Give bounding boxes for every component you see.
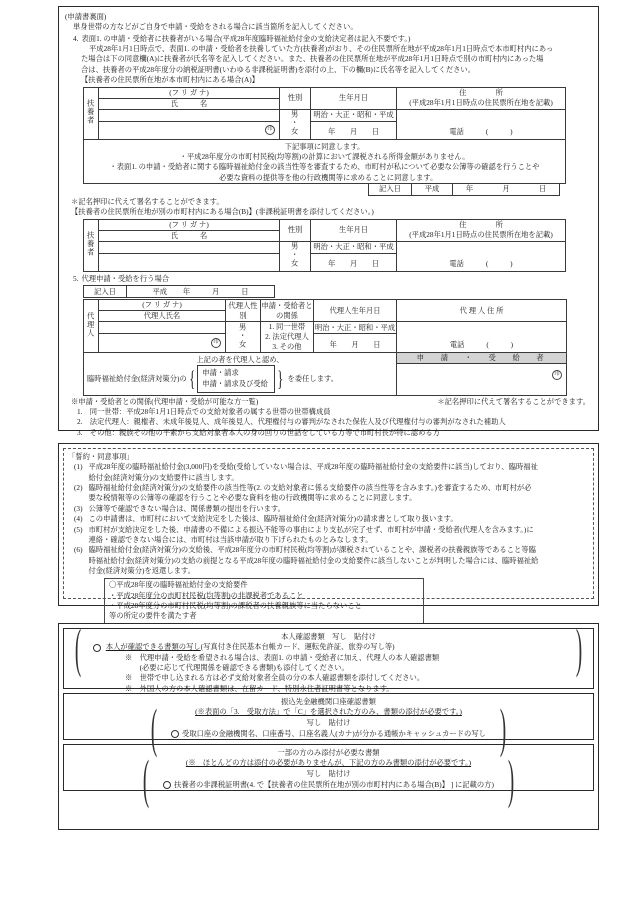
pledge-item-6-line-1: 臨時福祉給付金(経済対策分)の支給後、平成28年度分の市町村民税(均等割)が課税されていることや、課税者の扶養親族等であること等臨	[88, 545, 536, 555]
consent-row	[84, 139, 566, 183]
proxy-table	[83, 299, 567, 395]
relation-note-2: 2. 法定代理人：親権者、未成年後見人、成年後見人、代理権付与の審判がなされた保佐人及び代理権付与の審判がなされた補助人	[77, 417, 506, 427]
partial-documents-box	[63, 744, 594, 810]
col-address-note-b: (平成28年1月1日時点の住民票所在地を記載)	[409, 230, 553, 240]
pledge-item-5-line-1: 市町村が支給決定をした後、申請書の不備による振込不能等の事由により支払が完了せず、市町村が申請・受給者(代理人を含みます。)に	[88, 524, 534, 534]
relation-note-3: 3. その他：親族その他の平素から支給対象者本人の身の回りの世話をしている方等で市町村長が特に認める方	[77, 427, 441, 437]
pledge-requirement-box	[104, 578, 424, 624]
pledge-item-5	[74, 525, 589, 546]
relation-option-1[interactable]: 1. 同一世帯	[268, 322, 306, 332]
col-birth-proxy: 代理人生年月日	[314, 300, 397, 322]
delegation-choice-1[interactable]: 申請・請求	[202, 367, 239, 377]
col-relation-proxy: 申請・受給者との関係	[261, 301, 313, 320]
tel-label-proxy: 電話 ( )	[449, 339, 514, 349]
pledge-box-line-3: ・平成28年度分の市町村民税(均等割)の課税者の扶養親族等に当たらないこと	[109, 601, 362, 611]
input-birthdate-a[interactable]: 年 月 日	[311, 121, 397, 139]
input-address-b[interactable]	[397, 241, 566, 271]
input-name-a[interactable]	[99, 121, 280, 139]
bank-paste-label: 写し 貼付け	[306, 717, 351, 727]
input-birthdate-proxy[interactable]: 年 月 日	[314, 334, 397, 352]
table-header-row-b	[84, 219, 566, 230]
bracket-right-icon: )	[575, 618, 583, 679]
section4-heading	[73, 34, 592, 44]
delegation-row	[84, 352, 567, 395]
pledge-item-1-line-1: 平成28年度の臨時福祉給付金(3,000円)を受給(受給していない場合は、平成28年度の臨時福祉給付金の支給要件に該当)しており、臨時福祉	[88, 462, 538, 472]
input-name-proxy[interactable]	[99, 334, 226, 352]
pledge-item-5-num: (5)	[74, 524, 83, 534]
dependent-table-case-a	[83, 87, 566, 184]
row-label-dependent	[84, 87, 99, 139]
pledge-item-5-line-2: 連絡・確認できない場合には、市町村は当該申請が取り下げられたものとみなします。	[88, 534, 373, 544]
col-address-note: (平成28年1月1日時点の住民票所在地を記載)	[409, 98, 553, 108]
row-label-dependent-b-text: 扶養者	[86, 231, 96, 257]
consent-intro: 下記事項に同意します。	[284, 141, 365, 151]
delegation-choice-2[interactable]: 申請・請求及び受給	[202, 379, 268, 389]
row-label-dependent-b	[84, 219, 99, 271]
input-sex-proxy[interactable]	[226, 322, 261, 353]
col-address-label-b: 住 所	[459, 220, 503, 230]
col-address-proxy: 代 理 人 住 所	[397, 300, 567, 322]
section5-number: 5.	[73, 273, 79, 283]
pledge-title: 「誓約・同意事項」	[68, 452, 134, 461]
col-birth-b: 生年月日	[311, 219, 397, 241]
tel-label-b: 電話 ( )	[449, 258, 513, 268]
proxy-date-row	[84, 286, 275, 298]
pledge-item-4-num: (4)	[74, 514, 83, 524]
col-furigana-proxy: (フ リ ガ ナ)	[99, 300, 226, 311]
identity-main-item: 本人が確認できる書類の写し	[105, 642, 201, 652]
consent-item-3: 必要な資料の提供等を他の行政機関等に求めることに同意します。	[211, 172, 438, 182]
seal-icon-a: 印	[265, 125, 275, 135]
proxy-input-row-1	[84, 322, 567, 334]
bank-item: 受取口座の金融機関名、口座番号、口座名義人(カナ)が分かる通帳かキャッシュカードの写し	[182, 728, 486, 738]
pledge-item-2-num: (2)	[74, 483, 83, 493]
pledge-item-1	[74, 462, 589, 483]
input-address-a[interactable]	[397, 109, 566, 139]
table-header-row	[84, 87, 566, 98]
col-name: 氏 名	[99, 98, 280, 109]
consent-date-label: 記入日	[369, 183, 412, 195]
col-furigana: (フ リ ガ ナ)	[99, 87, 280, 98]
bullet-circle-icon-partial[interactable]	[163, 781, 171, 789]
relation-option-2[interactable]: 2. 法定代理人	[265, 331, 309, 341]
row-label-dependent-text: 扶養者	[86, 99, 96, 125]
identity-note-3: ※ 世帯で申し込まれる方は必ず支給対象者全員の分の本人確認書類を添付してください。	[124, 673, 425, 683]
pledge-box-line-1: 〇平成28年度の臨時福祉給付金の支給要件	[109, 580, 248, 590]
pledge-item-3-num: (3)	[74, 503, 83, 513]
consent-date-era: 平成	[412, 183, 453, 195]
table-input-row-1	[84, 109, 566, 121]
identity-note-4: ※ 外国人の方の本人確認書類は、在留カード、特別永住者証明書等となります。	[124, 683, 394, 693]
pledge-item-1-line-2: 給付金(経済対策分)の支給要件に該当します。	[88, 472, 239, 482]
section4-caseB-title: 【扶養者の住民票所在地が別の市町村内にある場合(B)】(非課税証明書を添付してください。)	[71, 207, 374, 217]
seal-icon-applicant: 印	[552, 370, 562, 380]
bracket-left-icon-partial: (	[142, 749, 150, 810]
bracket-left-icon: (	[74, 618, 82, 679]
applicant-signature-input[interactable]	[397, 364, 566, 383]
relation-options[interactable]	[261, 322, 314, 353]
col-sex-b: 性別	[280, 219, 311, 241]
section4-signature-note: ＊記名押印に代えて署名することができます。	[71, 196, 224, 206]
proxy-date-label: 記入日	[84, 286, 127, 298]
pledge-item-4-line-1: この申請書は、市町村において支給決定をした後は、臨時福祉給付金(経済対策分)の請求書として取り扱います。	[88, 514, 458, 524]
input-furigana-a[interactable]	[99, 109, 280, 121]
pledge-box-line-4: 等の所定の要件を満たす者	[109, 611, 197, 621]
consent-item-1: ・平成28年度分の市町村民税(均等割)の計算において課税される所得金額がありません。	[179, 151, 470, 161]
dependent-table-case-b	[83, 219, 566, 272]
section4-caseA-title: 【扶養者の住民票所在地が本市町村内にある場合(A)】	[81, 75, 259, 85]
partial-paste-label: 写し 貼付け	[306, 768, 351, 778]
partial-item: 扶養者の非課税証明書(4. で【扶養者の住民票所在地が別の市町村内にある場合(B)】 ] に記載の方)	[174, 779, 494, 789]
col-sex-proxy: 代理人性別	[226, 300, 261, 322]
pledge-item-2-line-2: 要な税情報等の公簿等の確認を行うことや必要な資料を他の行政機関等に求めることに同意します。	[88, 493, 417, 503]
applicant-signature-header: 申 請 ・ 受 給 者	[397, 353, 566, 364]
era-options-a[interactable]: 明治・大正・昭和・平成	[311, 109, 397, 121]
bracket-left-icon-bank: (	[150, 698, 158, 759]
bracket-right-icon-bank: )	[499, 698, 507, 759]
proxy-header-row	[84, 300, 567, 311]
consent-item-2: ・表面1. の申請・受給者に関する臨時福祉給付金の該当性等を審査するため、市町村が私について必要な公簿等の確認を行うことや	[109, 162, 540, 172]
era-options-b[interactable]: 明治・大正・昭和・平成	[311, 241, 397, 253]
identity-documents-box	[63, 618, 594, 693]
input-furigana-b[interactable]	[99, 241, 280, 253]
header-note: (申請書裏面)	[65, 12, 107, 21]
delegation-block	[84, 352, 397, 395]
pledge-item-2-line-1: 臨時福祉給付金(経済対策分)の支給要件の該当性等(2. の支給対象者に係る支給要件の該当性等を含みます。)を審査するため、市町村が必	[88, 483, 532, 493]
section5-title: 代理申請・受給を行う場合	[81, 273, 170, 283]
col-address-b	[397, 219, 566, 241]
consent-date-input[interactable]: 年 月 日	[453, 183, 560, 195]
table-input-row-b-1	[84, 241, 566, 253]
input-address-proxy[interactable]	[397, 322, 567, 353]
pledge-frame	[58, 443, 599, 621]
section4-body-line-1: 平成28年1月1日時点で、表面1. の申請・受給者を扶養していた方(扶養者)がおり、その住民票所在地が平成28年1月1日時点で本市町村内にあっ	[89, 44, 554, 54]
row-label-proxy-text: 代理人	[86, 312, 96, 338]
identity-note-2: (必要に応じて代理関係を確認できる書類)も添付してください。	[124, 663, 349, 673]
partial-subtitle: (※ ほとんどの方は添付の必要がありませんが、下記の方のみ書類の添付が必要です。)	[185, 758, 472, 768]
pledge-item-2	[74, 483, 589, 504]
attachments-frame	[58, 618, 599, 830]
delegation-line-2	[87, 365, 393, 393]
pledge-item-3	[74, 504, 589, 514]
pledge-item-4	[74, 514, 589, 524]
era-options-proxy[interactable]: 明治・大正・昭和・平成	[314, 322, 397, 334]
sex-options-a: 男・女	[290, 110, 300, 136]
consent-date-row	[369, 183, 560, 195]
col-name-proxy: 代理人氏名	[99, 311, 226, 322]
input-furigana-proxy[interactable]	[99, 322, 226, 334]
bank-title: 振込先金融機関口座確認書類	[281, 697, 376, 706]
section5-signature-note: ＊記名押印に代えて署名することができます。	[437, 396, 590, 406]
delegation-choices[interactable]	[197, 365, 275, 393]
pledge-item-6-line-2: 時福祉給付金(経済対策分)の支給の前提となる平成28年度の臨時福祉給付金の支給要件に該当しないことが判明した場合には、臨時福祉給	[88, 555, 539, 565]
identity-main-note: (写真付き住民基本台帳カード、運転免許証、旅券の写し等)	[200, 642, 395, 652]
col-furigana-b: (フ リ ガ ナ)	[99, 219, 280, 230]
identity-main-row	[93, 642, 570, 652]
input-sex-b[interactable]	[280, 241, 311, 271]
delegation-line2-post: を委任します。	[287, 373, 339, 383]
input-name-b[interactable]	[99, 253, 280, 271]
delegation-line2-pre: 臨時福祉給付金(経済対策分)の	[87, 373, 187, 383]
delegation-line-1: 上記の者を代理人と認め、	[196, 354, 284, 364]
brace-close-icon: }	[277, 365, 284, 391]
pledge-box-line-2: ・平成28年度分の市町村民税(均等割)の非課税者であること	[109, 590, 304, 600]
col-name-b: 氏 名	[99, 230, 280, 241]
pledge-item-6-line-3: 付金(経済対策分)を返還します。	[88, 565, 195, 575]
proxy-date-era: 平成	[152, 286, 168, 296]
consent-date-table	[368, 183, 560, 196]
proxy-date-units: 年 月 日	[182, 286, 249, 296]
col-birth: 生年月日	[311, 87, 397, 109]
proxy-date-input[interactable]	[127, 286, 275, 298]
tel-label-a: 電話 ( )	[449, 126, 513, 136]
section4-title: 表面1. の申請・受給者に扶養者がいる場合(平成28年度臨時福祉給付金の支給決定者は記入不要です。)	[81, 33, 411, 43]
relation-note-title: ※申請・受給者との関係(代理申請・受給が可能な方一覧)	[71, 396, 259, 406]
section4-body-line-3: 合は、扶養者の平成28年度分の納税証明書(いわゆる非課税証明書)を添付の上、下の欄(B)に氏名等を記入してください。	[81, 64, 476, 74]
identity-note-1: ※ 代理申請・受給を希望される場合は、表面1. の申請・受給者に加え、代理人の本人確認書類	[124, 652, 440, 662]
sex-options-b: 男・女	[290, 242, 300, 268]
proxy-date-table	[83, 285, 275, 298]
pledge-item-6-num: (6)	[74, 545, 83, 555]
bullet-circle-icon-bank[interactable]	[171, 730, 179, 738]
input-sex-a[interactable]	[280, 109, 311, 139]
relation-note-1: 1. 同一世帯：平成28年1月1日時点での支給対象者の属する世帯の世帯構成員	[77, 406, 331, 416]
section-main-frame	[58, 6, 599, 437]
col-address-label: 住 所	[459, 88, 503, 98]
header-subtitle: 単身世帯の方などがご自身で申請・受給をされる場合に該当箇所を記入してください。	[73, 22, 358, 32]
input-birthdate-b[interactable]: 年 月 日	[311, 253, 397, 271]
consent-block	[84, 139, 566, 183]
bank-subtitle: (※表面の「3. 受取方法」で「C」を選択された方のみ、書類の添付が必要です。)	[195, 707, 462, 717]
col-sex: 性別	[280, 87, 311, 109]
pledge-item-6	[74, 545, 589, 576]
relation-option-3[interactable]: 3. その他	[272, 341, 302, 351]
section4-number: 4.	[73, 33, 79, 43]
pledge-item-3-line-1: 公簿等で確認できない場合は、関係書類の提出を行います。	[88, 503, 285, 513]
applicant-signature-cell	[397, 352, 567, 395]
identity-title: 本人確認書類 写し 貼付け	[281, 632, 376, 641]
bracket-right-icon-partial: )	[507, 749, 515, 810]
col-address	[397, 87, 566, 109]
row-label-proxy	[84, 300, 99, 353]
bullet-circle-icon[interactable]	[93, 644, 101, 652]
pledge-dashed-box	[63, 448, 594, 621]
seal-icon-proxy: 印	[211, 338, 221, 348]
brace-open-icon: {	[189, 365, 195, 391]
pledge-item-1-num: (1)	[74, 462, 83, 472]
partial-title: 一部の方のみ添付が必要な書類	[277, 748, 380, 757]
sex-options-proxy: 男・女	[238, 323, 248, 349]
section5-heading	[73, 274, 592, 284]
section4-body-line-2: た場合は下の同意欄(A)に扶養者が氏名等を記入してください。また、扶養者の住民票所在地が平成28年1月1日時点で別の市町村内にあった場	[81, 54, 544, 64]
